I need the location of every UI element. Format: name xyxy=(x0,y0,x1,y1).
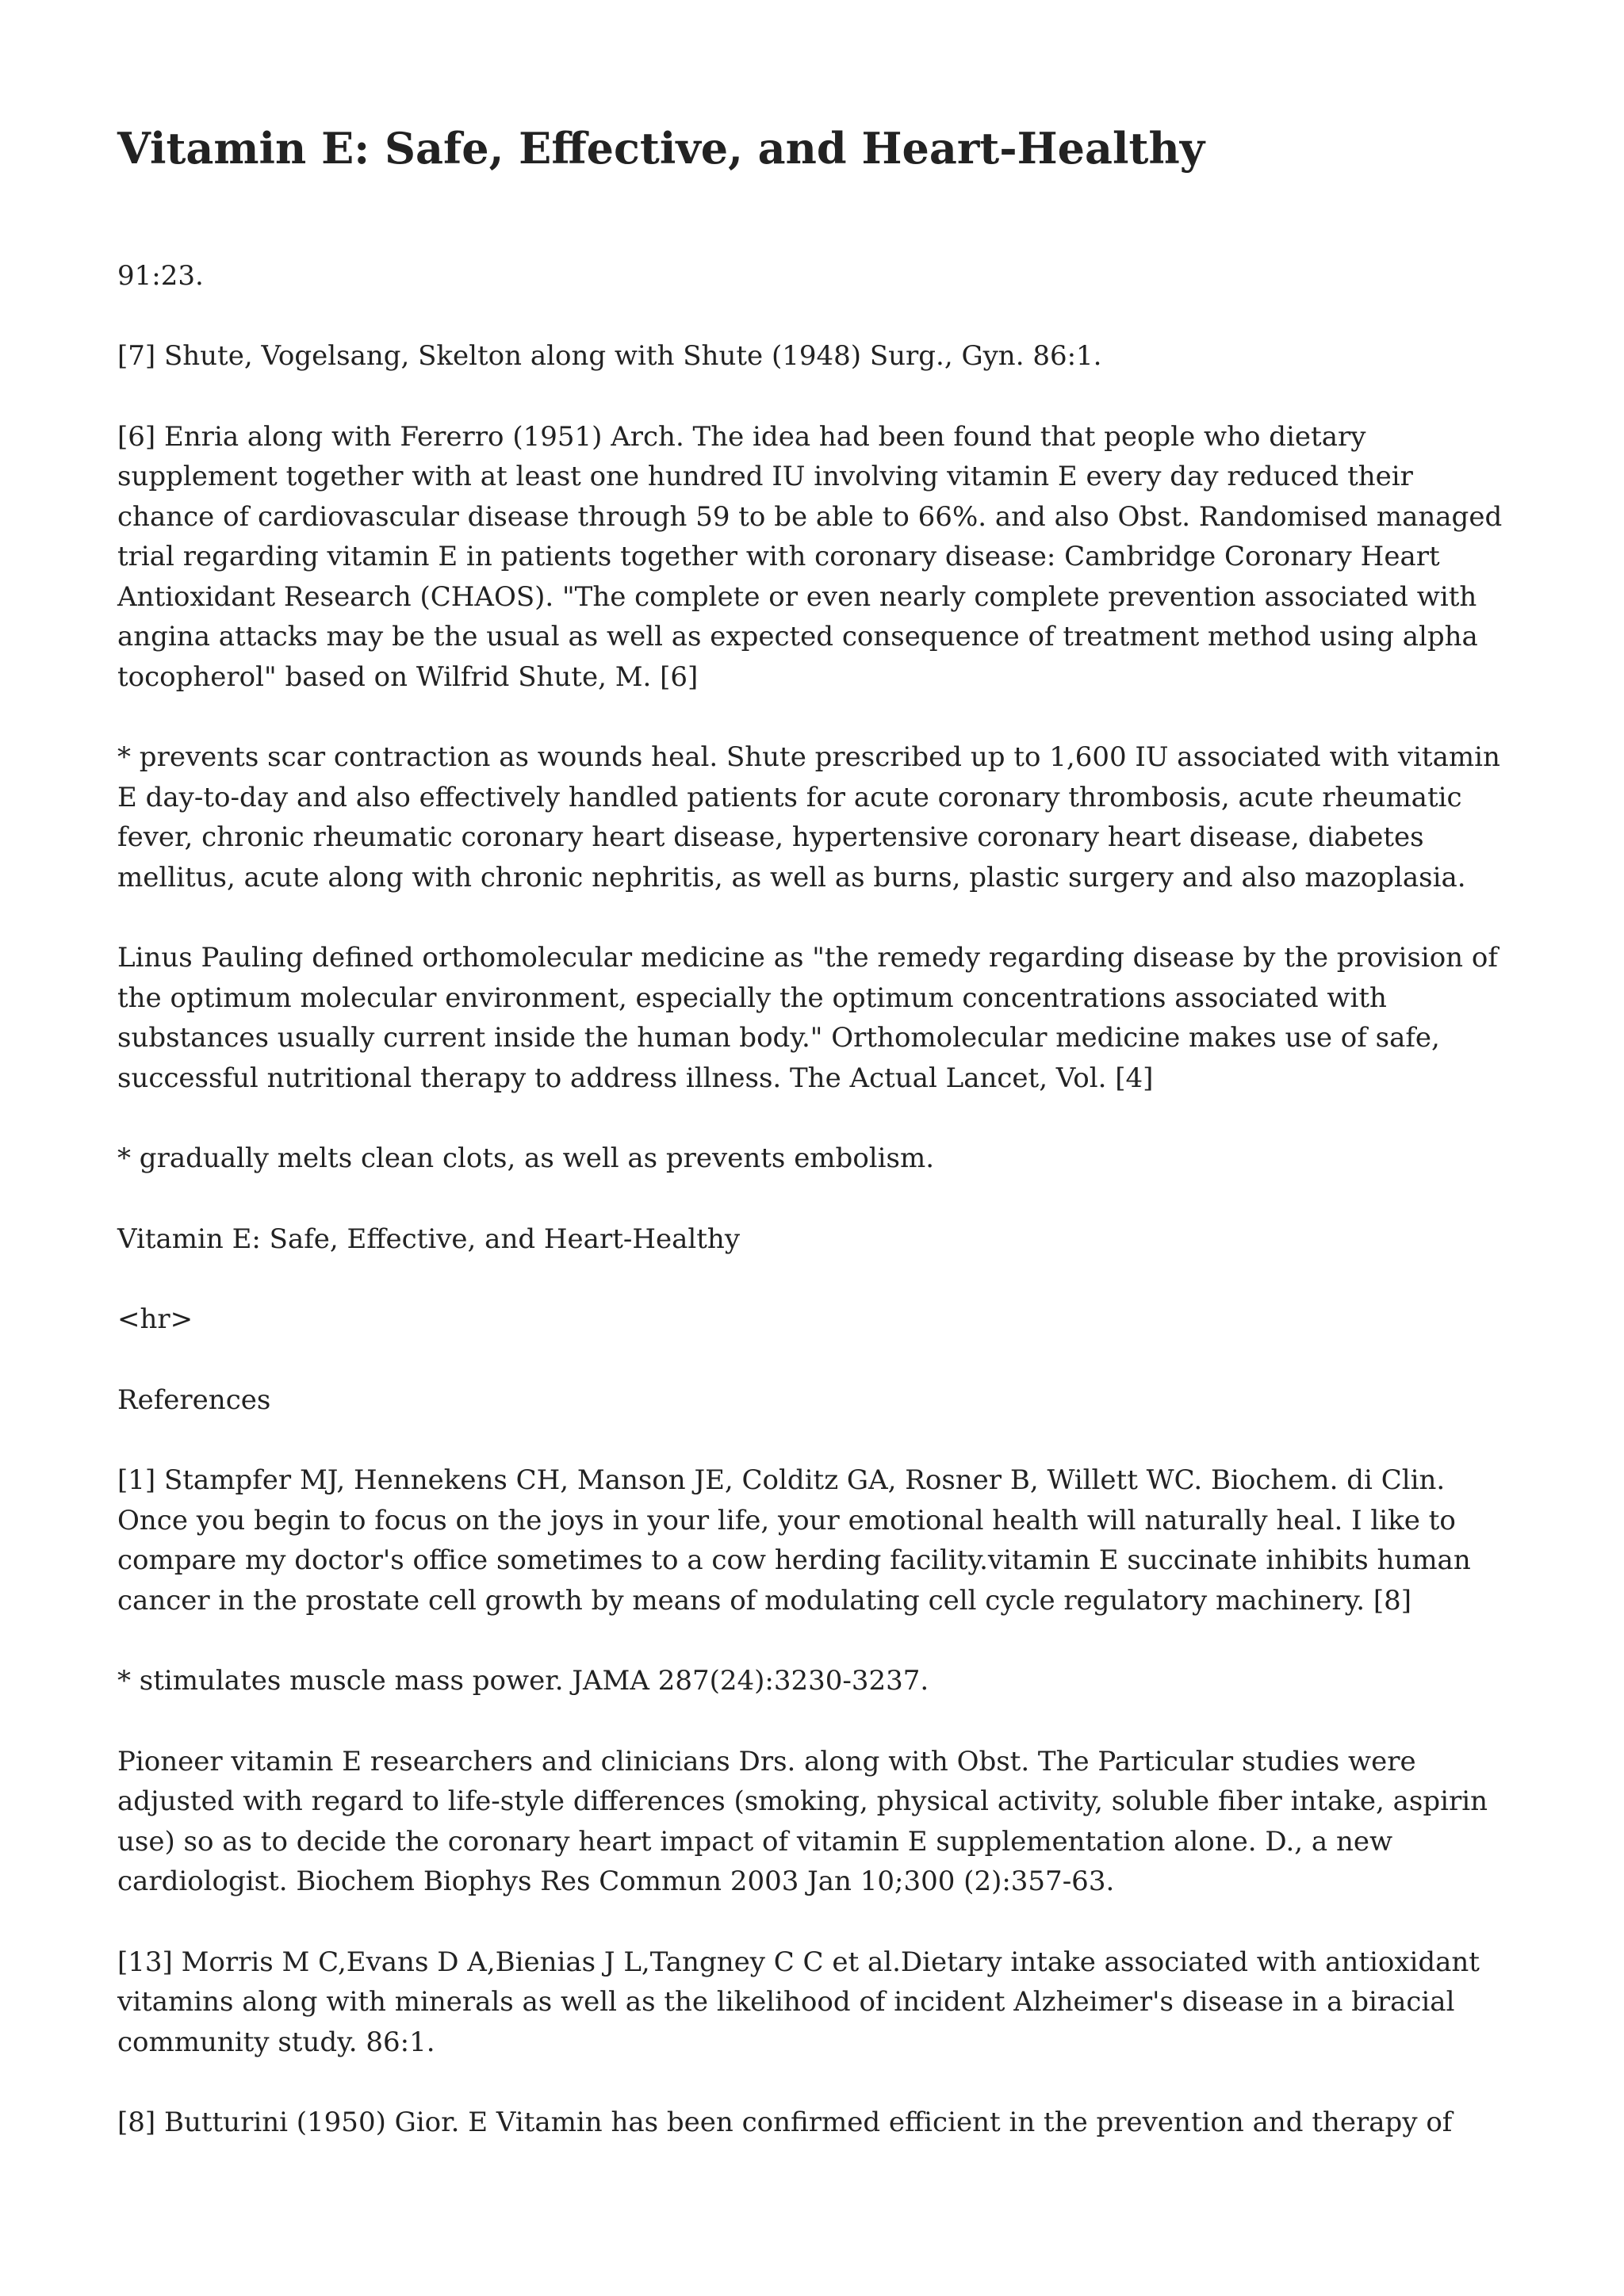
text-line: use) so as to decide the coronary heart impact of vitamin E supplementation alone. D., a new xyxy=(117,1825,1393,1858)
text-line: vitamins along with minerals as well as the likelihood of incident Alzheimer's disease in a biracial xyxy=(117,1986,1455,2019)
text-line: cancer in the prostate cell growth by means of modulating cell cycle regulatory machinery. [8] xyxy=(117,1584,1412,1617)
paragraph xyxy=(117,417,1521,698)
text-line: References xyxy=(117,1383,271,1416)
text-line: trial regarding vitamin E in patients together with coronary disease: Cambridge Coronary Heart xyxy=(117,541,1440,573)
paragraph xyxy=(117,1380,1521,1421)
article xyxy=(117,123,1521,2183)
paragraph xyxy=(117,737,1521,897)
text-line: Once you begin to focus on the joys in your life, your emotional health will naturally heal. I like to xyxy=(117,1504,1456,1536)
text-line: * prevents scar contraction as wounds heal. Shute prescribed up to 1,600 IU associated with vitamin xyxy=(117,741,1500,774)
text-line: fever, chronic rheumatic coronary heart disease, hypertensive coronary heart disease, diabetes xyxy=(117,821,1424,854)
text-line: [1] Stampfer MJ, Hennekens CH, Manson JE, Colditz GA, Rosner B, Willett WC. Biochem. di Clin. xyxy=(117,1464,1446,1497)
text-line: 91:23. xyxy=(117,259,204,292)
article-body xyxy=(117,256,1521,2143)
text-line: substances usually current inside the human body." Orthomolecular medicine makes use of safe, xyxy=(117,1022,1440,1054)
text-line: Pioneer vitamin E researchers and clinicians Drs. along with Obst. The Particular studies were xyxy=(117,1745,1416,1777)
paragraph xyxy=(117,1942,1521,2063)
text-line: tocopherol" based on Wilfrid Shute, M. [6] xyxy=(117,660,699,693)
text-line: [13] Morris M C,Evans D A,Bienias J L,Tangney C C et al.Dietary intake associated with antioxidant xyxy=(117,1946,1480,1978)
text-line: cardiologist. Biochem Biophys Res Commun 2003 Jan 10;300 (2):357-63. xyxy=(117,1866,1115,1898)
paragraph xyxy=(117,1299,1521,1340)
text-line: [6] Enria along with Fererro (1951) Arch. The idea had been found that people who dietary xyxy=(117,420,1366,453)
text-line: Linus Pauling defined orthomolecular medicine as "the remedy regarding disease by the provision of xyxy=(117,942,1498,974)
paragraph xyxy=(117,256,1521,297)
paragraph xyxy=(117,1742,1521,1902)
text-line: chance of cardiovascular disease through 59 to be able to 66%. and also Obst. Randomised managed xyxy=(117,500,1503,533)
text-line: community study. 86:1. xyxy=(117,2026,435,2058)
paragraph xyxy=(117,1219,1521,1260)
text-line: Vitamin E: Safe, Effective, and Heart-Healthy xyxy=(117,1223,741,1255)
text-line: [8] Butturini (1950) Gior. E Vitamin has been confirmed efficient in the prevention and therapy of xyxy=(117,2107,1453,2139)
text-line: Antioxidant Research (CHAOS). "The complete or even nearly complete prevention associated with xyxy=(117,580,1477,613)
paragraph xyxy=(117,336,1521,377)
text-line: supplement together with at least one hundred IU involving vitamin E every day reduced their xyxy=(117,461,1413,493)
text-line: angina attacks may be the usual as well as expected consequence of treatment method using alpha xyxy=(117,621,1478,653)
paragraph xyxy=(117,1460,1521,1621)
text-line: successful nutritional therapy to address illness. The Actual Lancet, Vol. [4] xyxy=(117,1062,1154,1094)
paragraph xyxy=(117,1138,1521,1179)
text-line: mellitus, acute along with chronic nephritis, as well as burns, plastic surgery and also mazoplasia. xyxy=(117,861,1466,894)
text-line: adjusted with regard to life-style differences (smoking, physical activity, soluble fiber intake, aspirin xyxy=(117,1785,1488,1818)
text-line: E day-to-day and also effectively handled patients for acute coronary thrombosis, acute rheumatic xyxy=(117,781,1462,813)
text-line: compare my doctor's office sometimes to a cow herding facility.vitamin E succinate inhibits human xyxy=(117,1544,1471,1577)
paragraph xyxy=(117,1661,1521,1701)
text-line: the optimum molecular environment, especially the optimum concentrations associated with xyxy=(117,982,1387,1014)
text-line: <hr> xyxy=(117,1303,193,1336)
page-title: Vitamin E: Safe, Effective, and Heart-Healthy xyxy=(117,123,1205,174)
text-line: [7] Shute, Vogelsang, Skelton along with Shute (1948) Surg., Gyn. 86:1. xyxy=(117,340,1102,373)
paragraph xyxy=(117,938,1521,1098)
text-line: * stimulates muscle mass power. JAMA 287(24):3230-3237. xyxy=(117,1665,929,1697)
paragraph xyxy=(117,2103,1521,2143)
text-line: * gradually melts clean clots, as well as prevents embolism. xyxy=(117,1142,935,1175)
